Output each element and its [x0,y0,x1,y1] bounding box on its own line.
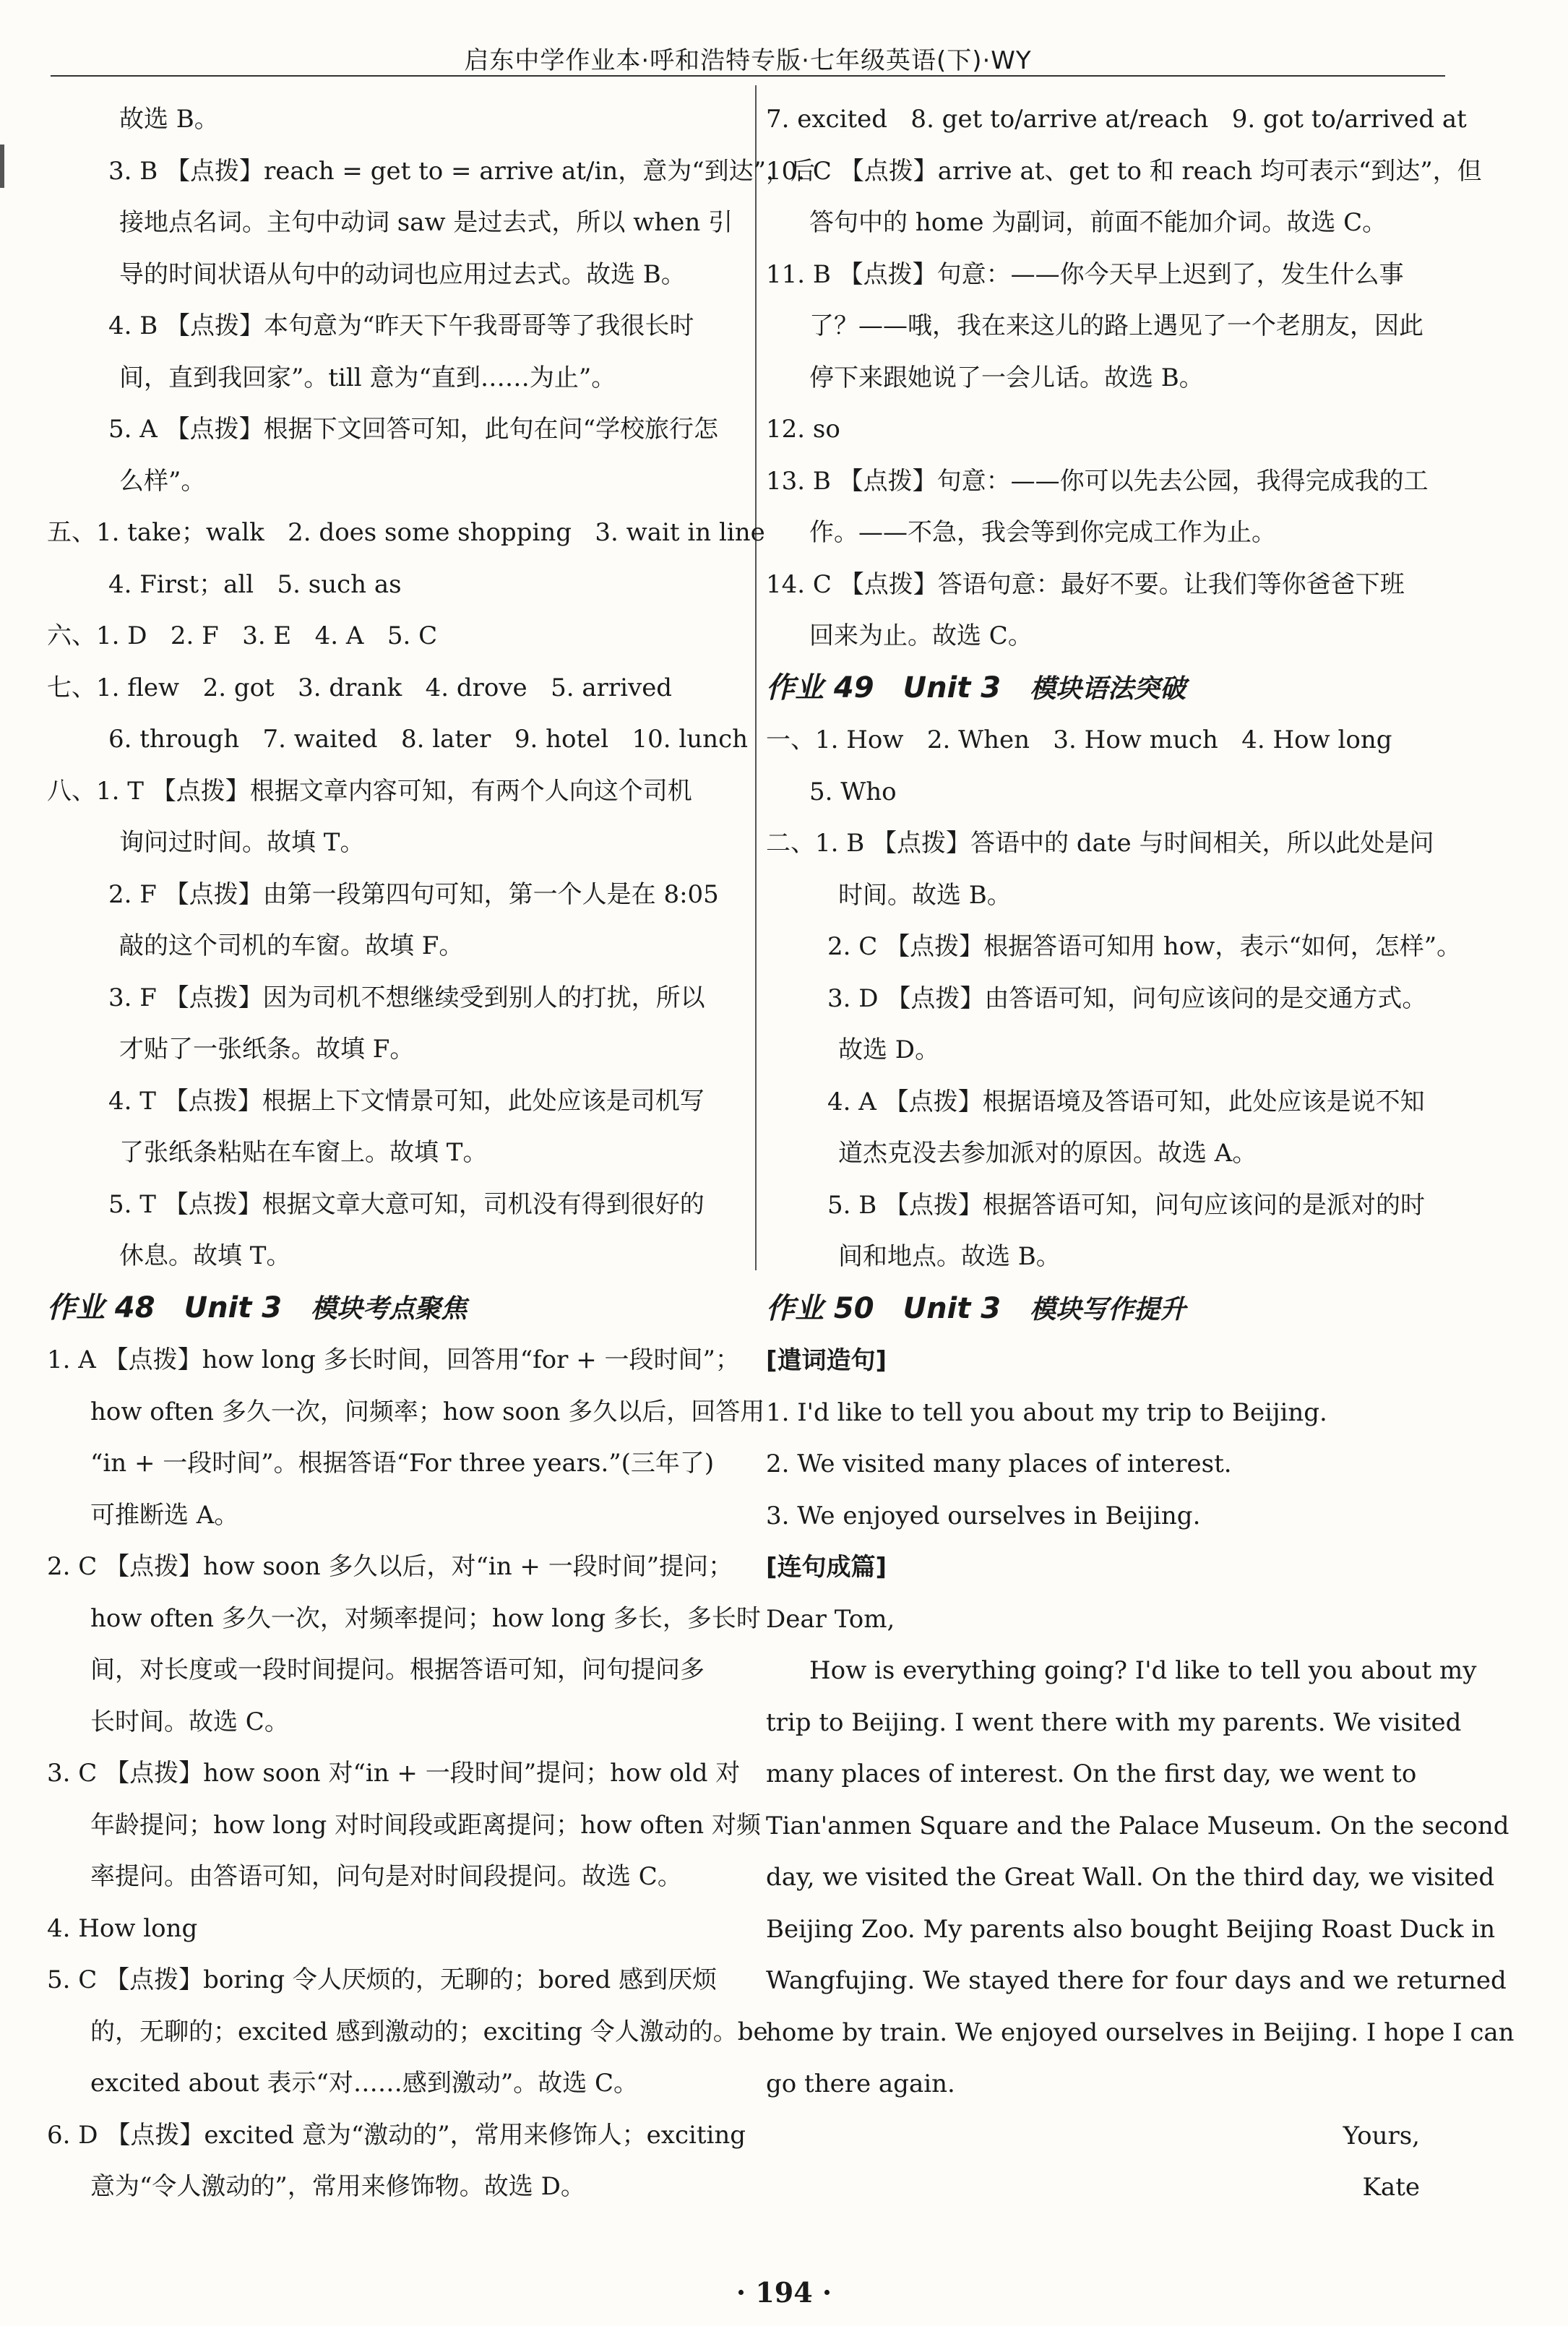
answer-line: “in + 一段时间”。根据答语“For three years.”(三年了) [90,1449,715,1478]
answer-line: 停下来跟她说了一会儿话。故选 B。 [809,363,1204,392]
column-divider [755,85,757,1270]
answer-line: 可推断选 A。 [90,1500,239,1530]
homework-heading [47,1283,715,1335]
answer-line: 1. A 【点拨】how long 多长时间，回答用“for + 一段时间”； [47,1345,740,1374]
answer-line: 才贴了一张纸条。故填 F。 [119,1035,415,1064]
answer-line: 间，对长度或一段时间提问。根据答语可知，问句提问多 [90,1655,705,1684]
letter-signoff: Kate [1362,2173,1420,2202]
answer-line: 10. C 【点拨】arrive at、get to 和 reach 均可表示“到达”，但 [766,156,1482,186]
answer-line: 5. Who [809,777,897,806]
answer-line: go there again. [766,2069,955,2098]
homework-number: 作业 50 [766,1291,874,1325]
answer-line: 3. We enjoyed ourselves in Beijing. [766,1501,1201,1530]
unit-label: Unit 3 [903,671,1001,705]
answer-line: 接地点名词。主句中动词 saw 是过去式，所以 when 引 [119,208,733,237]
answer-line: 作。——不急，我会等到你完成工作为止。 [809,518,1276,547]
answer-line: 6. D 【点拨】excited 意为“激动的”，常用来修饰人；exciting [47,2120,746,2150]
answer-line: day, we visited the Great Wall. On the third day, we visited [766,1863,1495,1892]
answer-line: 4. T 【点拨】根据上下文情景可知，此处应该是司机写 [108,1086,705,1116]
answer-line: 的，无聊的；excited 感到激动的；exciting 令人激动的。be [90,2017,768,2046]
answer-line: 间和地点。故选 B。 [838,1242,1061,1271]
answer-line: how often 多久一次，对频率提问；how long 多长，多长时 [90,1603,761,1633]
page-header: 启东中学作业本·呼和浩特专版·七年级英语(下)·WY [464,46,1032,75]
answer-line: 一、1. How 2. When 3. How much 4. How long [766,725,1392,754]
answer-line: how often 多久一次，问频率；how soon 多久以后，回答用 [90,1397,765,1426]
answer-line: 间，直到我回家”。till 意为“直到……为止”。 [119,363,616,392]
answer-line: 3. B 【点拨】reach = get to = arrive at/in，意为“到达”，后 [108,156,816,186]
homework-heading [766,663,1434,715]
answer-line: How is everything going? I'd like to tell you about my [809,1656,1477,1685]
page-number: · 194 · [736,2276,832,2309]
page-edge-mark [0,145,4,188]
answer-line: 时间。故选 B。 [838,880,1012,910]
section-label: [遣词造句] [766,1346,887,1375]
answer-line: 5. B 【点拨】根据答语可知，问句应该问的是派对的时 [827,1190,1426,1220]
homework-number: 作业 48 [47,1291,155,1324]
answer-line: 5. A 【点拨】根据下文回答可知，此句在问“学校旅行怎 [108,415,718,444]
answer-line: 4. How long [47,1913,198,1943]
answer-line: many places of interest. On the first day, we went to [766,1759,1417,1788]
answer-line: Tian'anmen Square and the Palace Museum. On the second [766,1811,1509,1840]
answer-line: 11. B 【点拨】句意：——你今天早上迟到了，发生什么事 [766,259,1404,289]
answer-line: 7. excited 8. get to/arrive at/reach 9. got to/arrived at [766,105,1467,134]
answer-line: 3. F 【点拨】因为司机不想继续受到别人的打扰，所以 [108,983,705,1012]
answer-line: 故选 D。 [838,1035,940,1064]
answer-line: 导的时间状语从句中的动词也应用过去式。故选 B。 [119,259,686,289]
answer-line: 七、1. flew 2. got 3. drank 4. drove 5. arrived [47,673,673,702]
answer-line: 3. D 【点拨】由答语可知，问句应该问的是交通方式。 [827,983,1427,1013]
answer-line: 4. A 【点拨】根据语境及答语可知，此处应该是说不知 [827,1087,1425,1116]
answer-line: 14. C 【点拨】答语句意：最好不要。让我们等你爸爸下班 [766,569,1405,599]
answer-line: 八、1. T 【点拨】根据文章内容可知，有两个人向这个司机 [47,776,692,806]
answer-line: 12. so [766,415,840,444]
answer-line: 了张纸条粘贴在车窗上。故填 T。 [119,1138,488,1167]
answer-line: 道杰克没去参加派对的原因。故选 A。 [838,1139,1257,1168]
answer-line: excited about 表示“对……感到激动”。故选 C。 [90,2069,639,2098]
answer-line: 4. B 【点拨】本句意为“昨天下午我哥哥等了我很长时 [108,311,694,340]
answer-line: 意为“令人激动的”，常用来修饰物。故选 D。 [90,2172,585,2201]
answer-line: 率提问。由答语可知，问句是对时间段提问。故选 C。 [90,1862,682,1891]
answer-line: Wangfujing. We stayed there for four days and we returned [766,1966,1507,1995]
answer-line: 长时间。故选 C。 [90,1707,289,1736]
answer-line: 回来为止。故选 C。 [809,621,1033,650]
answer-line: 13. B 【点拨】句意：——你可以先去公园，我得完成我的工 [766,466,1429,496]
answer-line: 故选 B。 [119,105,219,134]
answer-line: 2. C 【点拨】根据答语可知用 how，表示“如何，怎样”。 [827,932,1462,961]
answer-line: 二、1. B 【点拨】答语中的 date 与时间相关，所以此处是问 [766,829,1434,858]
answer-line: 休息。故填 T。 [119,1241,291,1270]
answer-line: 2. F 【点拨】由第一段第四句可知，第一个人是在 8:05 [108,879,719,909]
right-column [766,94,1515,2214]
unit-label: Unit 3 [184,1291,283,1324]
answer-line: 1. I'd like to tell you about my trip to Beijing. [766,1397,1327,1427]
answer-line: Beijing Zoo. My parents also bought Beijing Roast Duck in [766,1914,1496,1944]
topic-label: 模块写作提升 [1030,1294,1186,1324]
section-label: [连句成篇] [766,1553,887,1582]
answer-line: 询问过时间。故填 T。 [119,828,365,857]
answer-line: 5. C 【点拨】boring 令人厌烦的，无聊的；bored 感到厌烦 [47,1965,718,1994]
answer-line: 5. T 【点拨】根据文章大意可知，司机没有得到很好的 [108,1189,705,1219]
answer-line: 五、1. take；walk 2. does some shopping 3. wait in line [47,518,765,547]
answer-line: 6. through 7. waited 8. later 9. hotel 10. lunch [108,725,749,754]
answer-line: 答句中的 home 为副词，前面不能加介词。故选 C。 [809,208,1387,237]
answer-line: home by train. We enjoyed ourselves in Beijing. I hope I can [766,2017,1515,2047]
answer-line: 4. First；all 5. such as [108,569,402,599]
homework-heading [766,1283,1434,1336]
answer-line: 年龄提问；how long 对时间段或距离提问；how often 对频 [90,1810,761,1840]
header-rule [51,75,1445,77]
answer-line: 2. C 【点拨】how soon 多久以后，对“in + 一段时间”提问； [47,1552,733,1581]
answer-line: 敲的这个司机的车窗。故填 F。 [119,931,464,960]
answer-line: 么样”。 [119,466,206,496]
unit-label: Unit 3 [903,1291,1001,1325]
answer-line: 3. C 【点拨】how soon 对“in + 一段时间”提问；how old 对 [47,1759,741,1788]
topic-label: 模块考点聚焦 [311,1293,468,1324]
answer-line: Dear Tom, [766,1604,895,1634]
homework-number: 作业 49 [766,671,874,705]
answer-line: 2. We visited many places of interest. [766,1450,1232,1478]
topic-label: 模块语法突破 [1030,673,1186,704]
letter-signoff: Yours, [1343,2121,1420,2150]
answer-line: trip to Beijing. I went there with my parents. We visited [766,1707,1462,1737]
answer-line: 六、1. D 2. F 3. E 4. A 5. C [47,621,438,650]
answer-line: 了？——哦，我在来这儿的路上遇见了一个老朋友，因此 [809,311,1423,340]
